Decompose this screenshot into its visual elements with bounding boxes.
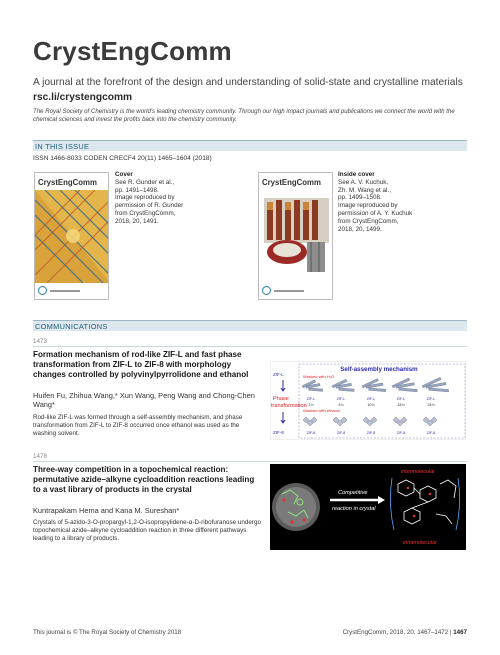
graphic-left-bottom: ZIF-8 [273,430,284,435]
cover-caption-line[interactable]: See R. Gunder et al., [115,178,175,186]
graphic-competitive: Competitive [338,490,368,496]
in-this-issue-heading [33,140,467,151]
zif-top-row [302,377,449,407]
inside-cover-caption-line: pp. 1499–1508. [338,194,382,202]
graphic-left-top: ZIF-L [273,372,284,377]
zif-rod-cluster [302,380,323,392]
footer-citation-text: CrystEngComm, 2018, 20, 1467–1472 | [342,629,452,636]
zif-time-label: 10 h [367,403,375,407]
zif-top-label: ZIF-L [396,397,406,401]
zif-bottom-label: ZIF-8 [396,431,406,435]
zif-rod-cluster [362,379,386,392]
cover-image[interactable] [34,172,109,300]
article-divider [33,461,467,462]
cover-caption [115,171,187,226]
graphic-intramolecular: intramolecular [403,540,437,546]
article-title[interactable]: Formation mechanism of rod-like ZIF-L and fast phase transformation from ZIF-L to ZIF-8 with morphology changes controlled by polyvinylpyrrolidone and ethanol [33,350,249,379]
zif-bottom-label: ZIF-8 [426,431,436,435]
zif-top-label: ZIF-L [426,397,436,401]
graphic-washed-water: Washed with H₂O [303,374,335,379]
zif-top-label: ZIF-L [336,397,346,401]
cover-artwork [35,190,109,283]
inside-cover-journal-title: CrystEngComm [262,178,321,187]
inside-cover-caption-line: Zh. M. Wang et al., [338,186,391,194]
zif-crystal-cluster [333,417,347,426]
graphic-heading: Self-assembly mechanism [340,366,418,373]
zif-crystal-cluster [393,417,407,426]
article-divider [33,346,467,347]
cover-caption-line: 2018, 20, 1491. [115,217,159,225]
journal-title: CrystEngComm [33,36,232,66]
zif-crystal-cluster [363,417,377,426]
article-page-number[interactable]: 1478 [33,453,48,460]
inside-cover-caption-line[interactable]: See A. V. Kuchuk, [338,178,389,186]
cycloaddition-graphic [270,464,466,550]
cover-caption-line: from CrystEngComm, [115,209,176,217]
zif-time-label: 5 h [338,403,344,407]
journal-url[interactable]: rsc.li/crystengcomm [33,92,133,103]
footer-citation [343,629,467,636]
communications-heading [33,320,467,331]
zif-time-label: 2 h [308,403,314,407]
graphic-phase: Phase [273,396,289,402]
cover-caption-line: pp. 1491–1498. [115,186,159,194]
article-authors: Huifen Fu, Zhihua Wang,* Xun Wang, Peng Wang and Chong-Chen Wang* [33,391,255,410]
cover-caption-line: Image reproduced by [115,194,175,202]
cover-label: Cover [115,171,133,178]
article-page-number[interactable]: 1473 [33,338,48,345]
zif-top-label: ZIF-L [366,397,376,401]
inside-cover-caption [338,171,428,233]
zif-rod-cluster [392,378,417,392]
inside-cover-caption-line: from CrystEngComm, [338,217,399,225]
inside-cover-label: Inside cover [338,171,375,178]
rsc-logo-icon [262,286,271,295]
issn-line: ISSN 1466-8033 CODEN CRECF4 20(11) 1465–1604 (2018) [33,155,212,162]
cover-journal-title: CrystEngComm [38,178,97,187]
inside-cover-caption-line: permission of A. Y. Kuchuk [338,209,413,217]
zif-crystal-cluster [303,417,317,426]
article-title[interactable]: Three-way competition in a topochemical reaction: permutative azide–alkyne cycloaddition reactions leading to a vast library of products in the crystal [33,465,255,494]
graphic-intermolecular: intermolecular [401,469,435,475]
footer-page-number: 1467 [453,629,467,636]
in-this-issue-label: IN THIS ISSUE [35,142,90,151]
zif-bottom-label: ZIF-8 [336,431,346,435]
zif-crystal-cluster [423,417,437,426]
footer-copyright: This journal is © The Royal Society of Chemistry 2018 [33,629,182,636]
zif-rod-cluster [332,379,354,391]
zif-bottom-label: ZIF-8 [306,431,316,435]
toc-graphic-zif[interactable] [270,361,466,440]
graphic-transformation: transformation [271,403,307,409]
inside-cover-caption-line: 2018, 20, 1499. [338,225,382,233]
toc-graphic-cycloaddition[interactable] [270,464,466,550]
inside-cover-caption-line: Image reproduced by [338,202,398,210]
zif-rod-cluster [422,377,449,392]
inside-cover-image[interactable] [258,172,333,300]
zif-bottom-label: ZIF-8 [366,431,376,435]
article-authors: Kuntrapakam Hema and Kana M. Sureshan* [33,506,180,515]
rsc-logo-icon [38,286,47,295]
inside-cover-footer-bar [274,290,304,292]
rsc-statement: The Royal Society of Chemistry is the world's leading chemistry community. Through our high impact journals and publications we connect the world with the chemical sciences and invest the profits back into the chemistry community. [33,108,455,123]
journal-tagline: A journal at the forefront of the design and understanding of solid-state and crystalline materials [33,77,463,88]
article-abstract: Rod-like ZIF-L was formed through a self-assembly mechanism, and phase transformation from ZIF-L to ZIF-8 occurred once ethanol was used as the washing solvent. [33,414,243,437]
zif-time-label: 24 h [427,403,435,407]
cover-footer-bar [50,290,80,292]
inside-cover-artwork [259,190,333,283]
zif-mechanism-graphic [271,362,467,441]
communications-label: COMMUNICATIONS [35,322,108,331]
zif-top-label: ZIF-L [306,397,316,401]
zif-bottom-row [303,417,437,435]
article-abstract: Crystals of 5-azido-3-O-propargyl-1,2-O-isopropylidene-α-D-ribofuranose undergo topochemical azide–alkyne cycloaddition reaction in three different pathways leading to a library of products. [33,519,261,542]
graphic-washed-ethanol: Washed with ethanol [303,408,340,413]
graphic-reaction: reaction in crystal [332,506,376,512]
zif-time-label: 15 h [397,403,405,407]
cover-caption-line: permission of R. Gunder [115,202,184,210]
